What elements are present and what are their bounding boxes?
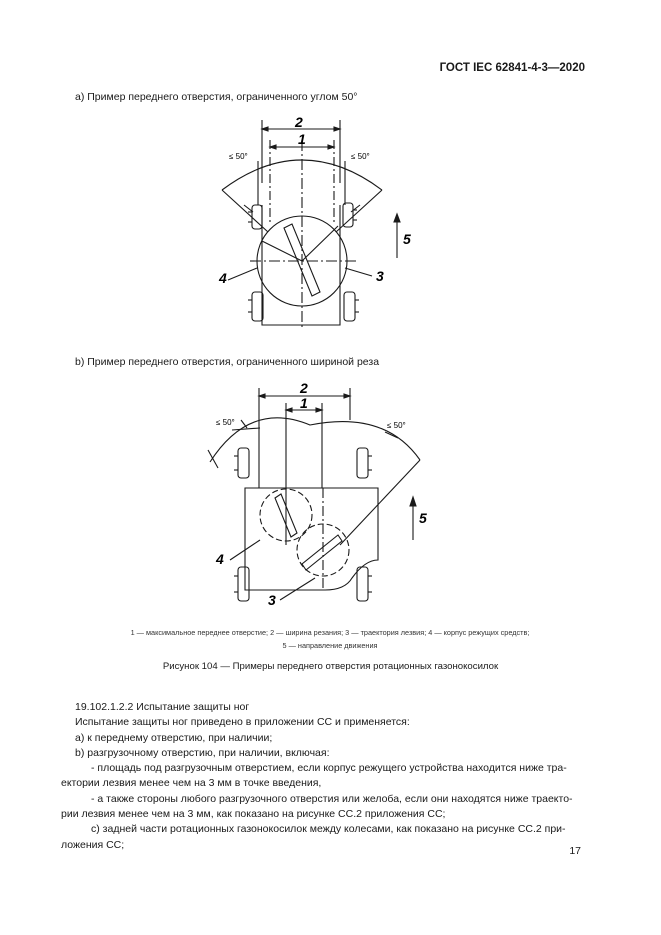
dash-item-2-line-2: рии лезвия менее чем на 3 мм, как показано на рисунке CC.2 приложения CC;: [61, 808, 446, 821]
figure-a-diagram: [0, 0, 661, 345]
figure-b-label-1: 1: [300, 395, 308, 411]
figure-b-angle-left: ≤ 50°: [216, 418, 235, 427]
figure-b-diagram: [0, 370, 661, 625]
figure-title: Рисунок 104 — Примеры переднего отверстия ротационных газонокосилок: [162, 661, 499, 672]
figure-a-angle-right: ≤ 50°: [351, 152, 370, 161]
figure-a-label-4: 4: [219, 270, 227, 286]
list-item-c-line-2: ложения CC;: [61, 838, 125, 851]
list-item-c-line-1: c) задней части ротационных газонокосилок между колесами, как показано на рисунке CC.2 при-: [91, 823, 566, 836]
section-heading: 19.102.1.2.2 Испытание защиты ног: [75, 701, 250, 713]
list-item-b: b) разгрузочному отверстию, при наличии, включая:: [75, 746, 330, 759]
list-item-a: a) к переднему отверстию, при наличии;: [75, 731, 273, 744]
intro-paragraph: Испытание защиты ног приведено в приложении CC и применяется:: [75, 716, 410, 729]
figure-b-label-4: 4: [216, 551, 224, 567]
figure-a-label-1: 1: [298, 131, 306, 147]
figure-a-label-5: 5: [403, 231, 411, 247]
legend-line-2: 5 — направление движения: [282, 640, 378, 650]
figure-a-angle-left: ≤ 50°: [229, 152, 248, 161]
figure-b-label-2: 2: [300, 380, 308, 396]
document-header: ГОСТ IEC 62841-4-3—2020: [439, 62, 585, 74]
figure-b-caption: b) Пример переднего отверстия, ограниченного шириной реза: [75, 356, 380, 368]
figure-legend: [40, 627, 620, 652]
dash-item-1-line-1: - площадь под разгрузочным отверстием, если корпус режущего устройства находится ниже тра-: [91, 762, 567, 775]
figure-b-angle-right: ≤ 50°: [387, 421, 406, 430]
dash-item-1-line-2: ектории лезвия менее чем на 3 мм в точке введения,: [61, 777, 322, 790]
figure-a-label-3: 3: [376, 268, 384, 284]
figure-b-label-3: 3: [268, 592, 276, 608]
page-number: 17: [569, 845, 581, 857]
legend-line-1: 1 — максимальное переднее отверстие; 2 — ширина резания; 3 — траектория лезвия; 4 — корпус режущих средств;: [130, 628, 530, 637]
section-body: [61, 700, 586, 853]
dash-item-2-line-1: - а также стороны любого разгрузочного отверстия или желоба, если они находятся ниже траекто-: [91, 792, 573, 805]
figure-b-label-5: 5: [419, 510, 427, 526]
figure-a-label-2: 2: [295, 114, 303, 130]
figure-a-caption: a) Пример переднего отверстия, ограниченного углом 50°: [75, 91, 358, 103]
